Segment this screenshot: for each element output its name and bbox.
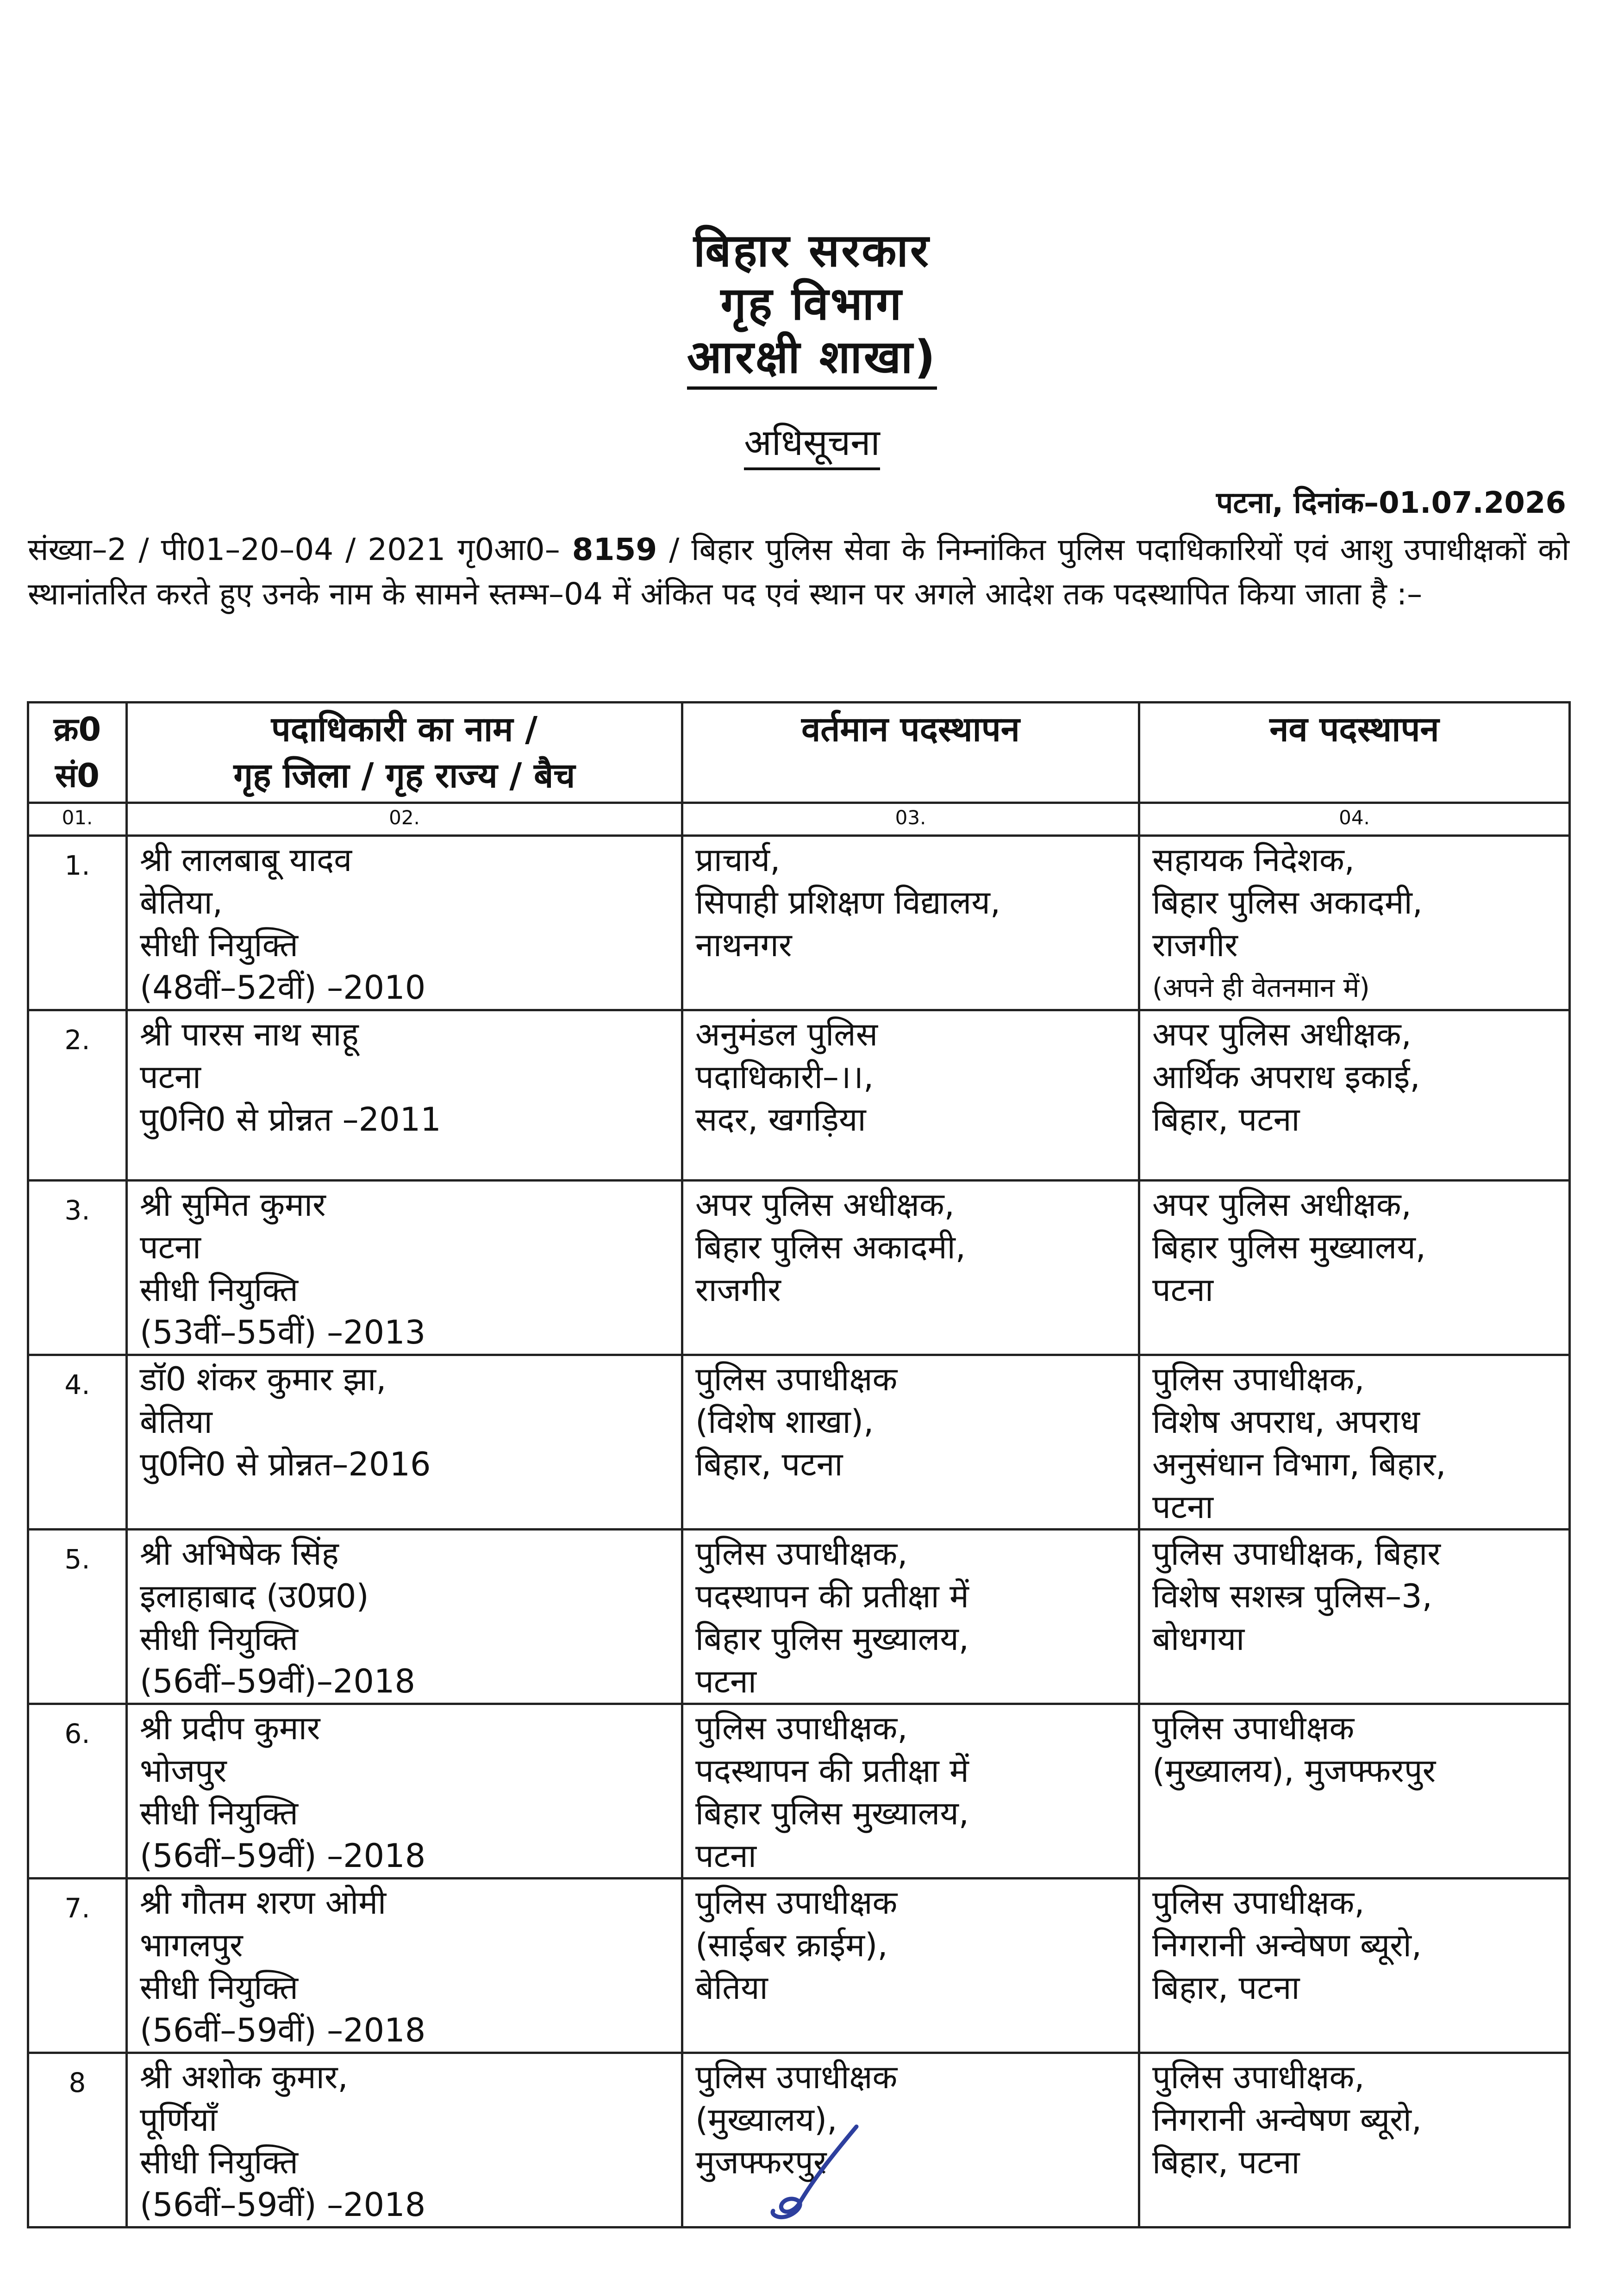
column-number: 03. (682, 803, 1139, 836)
officer-line: पटना (140, 1228, 201, 1266)
new-posting-line: अनुसंधान विभाग, बिहार, (1152, 1445, 1446, 1483)
officer-line: (56वीं–59वीं)–2018 (140, 1662, 416, 1700)
new-posting-line: बिहार पुलिस मुख्यालय, (1152, 1228, 1426, 1266)
new-posting-line: बिहार, पटना (1152, 1101, 1300, 1139)
column-number: 02. (127, 803, 682, 836)
column-number: 01. (28, 803, 127, 836)
table-row (28, 1879, 1570, 2053)
header-name-line: गृह जिला / गृह राज्य / बैच (233, 756, 575, 796)
order-number: 8159 (572, 532, 657, 567)
signature-mark (759, 2122, 870, 2224)
officer-line: श्री सुमित कुमार (140, 1186, 326, 1224)
officer-line: सीधी नियुक्ति (140, 926, 299, 964)
officer-line: पु0नि0 से प्रोन्नत–2016 (140, 1445, 431, 1483)
header-serial-line: सं0 (55, 757, 100, 795)
notification-title-text: अधिसूचना (744, 422, 880, 470)
current-posting-line: पदाधिकारी–।।, (695, 1058, 874, 1096)
officer-line: श्री लालबाबू यादव (140, 841, 352, 879)
officer-line: श्री अभिषेक सिंह (140, 1535, 339, 1573)
new-posting-line: आर्थिक अपराध इकाई, (1152, 1058, 1420, 1096)
column-number-row (28, 803, 1570, 836)
current-posting-line: बिहार पुलिस अकादमी, (695, 1228, 966, 1266)
officer-line: श्री अशोक कुमार, (140, 2058, 348, 2096)
table-row (28, 1355, 1570, 1530)
officer-line: पु0नि0 से प्रोन्नत –2011 (140, 1101, 441, 1139)
new-posting-line: पुलिस उपाधीक्षक, बिहार (1152, 1535, 1441, 1573)
officer-line: श्री प्रदीप कुमार (140, 1709, 320, 1747)
cell-serial: 5. (28, 1530, 127, 1704)
current-posting-line: पुलिस उपाधीक्षक, (695, 1535, 908, 1573)
officer-line: सीधी नियुक्ति (140, 1969, 299, 2007)
officer-line: सीधी नियुक्ति (140, 1620, 299, 1658)
current-posting-line: बिहार, पटना (695, 1445, 843, 1483)
new-posting-line: राजगीर (1152, 926, 1238, 964)
current-posting-line: मुजफ्फरपुर (695, 2143, 827, 2181)
current-posting-line: (विशेष शाखा), (695, 1403, 874, 1441)
current-posting-line: (मुख्यालय), (695, 2101, 837, 2139)
dateline: पटना, दिनांक–01.07.2026 (1216, 486, 1566, 520)
cell-serial: 1. (28, 836, 127, 1010)
cell-current-posting (682, 2053, 1139, 2228)
cell-current-posting (682, 1530, 1139, 1704)
current-posting-line: प्राचार्य, (695, 841, 781, 879)
officer-line: डॉ0 शंकर कुमार झा, (140, 1360, 387, 1398)
new-posting-line: पुलिस उपाधीक्षक, (1152, 1360, 1365, 1398)
officer-line: सीधी नियुक्ति (140, 1271, 299, 1309)
officer-line: श्री गौतम शरण ओमी (140, 1884, 387, 1922)
cell-new-posting (1139, 836, 1570, 1010)
header-current-posting: वर्तमान पदस्थापन (682, 703, 1139, 803)
new-posting-line: पुलिस उपाधीक्षक, (1152, 2058, 1365, 2096)
current-posting-line: अपर पुलिस अधीक्षक, (695, 1186, 955, 1224)
table-row (28, 1530, 1570, 1704)
posting-table (27, 701, 1571, 2228)
new-posting-line: बिहार, पटना (1152, 2143, 1300, 2181)
pay-scale-note: (अपने ही वेतनमान में) (1152, 972, 1370, 1003)
cell-current-posting (682, 836, 1139, 1010)
cell-serial: 3. (28, 1181, 127, 1355)
header-serial-line: क्र0 (53, 710, 101, 748)
cell-new-posting (1139, 1355, 1570, 1530)
table-header-row (28, 703, 1570, 803)
current-posting-line: सदर, खगड़िया (695, 1101, 866, 1139)
current-posting-line: सिपाही प्रशिक्षण विद्यालय, (695, 884, 1001, 921)
cell-officer (127, 2053, 682, 2228)
officer-line: सीधी नियुक्ति (140, 2143, 299, 2181)
column-number: 04. (1139, 803, 1570, 836)
current-posting-line: पटना (695, 1662, 757, 1700)
officer-line: भागलपुर (140, 1926, 243, 1964)
cell-officer (127, 1704, 682, 1879)
current-posting-line: पुलिस उपाधीक्षक (695, 2058, 898, 2096)
cell-officer (127, 1181, 682, 1355)
officer-line: (53वीं–55वीं) –2013 (140, 1313, 426, 1351)
cell-serial: 8 (28, 2053, 127, 2228)
current-posting-line: नाथनगर (695, 926, 792, 964)
officer-line: पटना (140, 1058, 201, 1096)
officer-line: (56वीं–59वीं) –2018 (140, 2186, 426, 2224)
cell-new-posting (1139, 1010, 1570, 1181)
table-row (28, 1181, 1570, 1355)
officer-line: बेतिया, (140, 884, 223, 921)
current-posting-line: बेतिया (695, 1969, 768, 2007)
cell-current-posting (682, 1181, 1139, 1355)
new-posting-line: (मुख्यालय), मुजफ्फरपुर (1152, 1752, 1436, 1790)
officer-line: पूर्णियाँ (140, 2101, 218, 2139)
table-row (28, 1704, 1570, 1879)
current-posting-line: बिहार पुलिस मुख्यालय, (695, 1620, 969, 1658)
current-posting-line: पुलिस उपाधीक्षक, (695, 1709, 908, 1747)
cell-officer (127, 836, 682, 1010)
cell-officer (127, 1879, 682, 2053)
cell-new-posting (1139, 1181, 1570, 1355)
officer-line: श्री पारस नाथ साहू (140, 1015, 359, 1053)
cell-new-posting (1139, 1704, 1570, 1879)
header-line-3-text: आरक्षी शाखा) (687, 331, 937, 390)
cell-current-posting (682, 1879, 1139, 2053)
cell-new-posting (1139, 1530, 1570, 1704)
current-posting-line: राजगीर (695, 1271, 781, 1309)
intro-paragraph (28, 528, 1569, 616)
cell-serial: 7. (28, 1879, 127, 2053)
officer-line: भोजपुर (140, 1752, 227, 1790)
header-name-line: पदाधिकारी का नाम / (271, 709, 538, 749)
cell-serial: 4. (28, 1355, 127, 1530)
new-posting-line: विशेष अपराध, अपराध (1152, 1403, 1420, 1441)
officer-line: (56वीं–59वीं) –2018 (140, 2011, 426, 2049)
cell-serial: 2. (28, 1010, 127, 1181)
new-posting-line: अपर पुलिस अधीक्षक, (1152, 1015, 1412, 1053)
current-posting-line: पटना (695, 1837, 757, 1875)
table-row (28, 836, 1570, 1010)
new-posting-line: पुलिस उपाधीक्षक (1152, 1709, 1355, 1747)
current-posting-line: पदस्थापन की प्रतीक्षा में (695, 1577, 969, 1615)
header-line-3 (0, 324, 1624, 386)
header-officer-name (127, 703, 682, 803)
cell-officer (127, 1010, 682, 1181)
cell-new-posting (1139, 1879, 1570, 2053)
officer-line: सीधी नियुक्ति (140, 1794, 299, 1832)
new-posting-line: पटना (1152, 1271, 1214, 1309)
intro-prefix: संख्या–2 / पी01–20–04 / 2021 गृ0आ0– (28, 532, 572, 567)
officer-line: (56वीं–59वीं) –2018 (140, 1837, 426, 1875)
cell-serial: 6. (28, 1704, 127, 1879)
cell-current-posting (682, 1355, 1139, 1530)
new-posting-line: सहायक निदेशक, (1152, 841, 1355, 879)
officer-line: (48वीं–52वीं) –2010 (140, 969, 426, 1007)
cell-officer (127, 1355, 682, 1530)
new-posting-line: पटना (1152, 1488, 1214, 1526)
cell-current-posting (682, 1704, 1139, 1879)
officer-line: इलाहाबाद (उ0प्र0) (140, 1577, 369, 1615)
header-line-2: गृह विभाग (720, 278, 904, 330)
cell-officer (127, 1530, 682, 1704)
notification-title (0, 417, 1624, 466)
current-posting-line: बिहार पुलिस मुख्यालय, (695, 1794, 969, 1832)
cell-current-posting (682, 1010, 1139, 1181)
current-posting-line: पदस्थापन की प्रतीक्षा में (695, 1752, 969, 1790)
new-posting-line: बिहार पुलिस अकादमी, (1152, 884, 1423, 921)
header-serial-no (28, 703, 127, 803)
current-posting-line: पुलिस उपाधीक्षक (695, 1360, 898, 1398)
cell-new-posting (1139, 2053, 1570, 2228)
new-posting-line: बोधगया (1152, 1620, 1245, 1658)
current-posting-line: (साईबर क्राईम), (695, 1926, 888, 1964)
new-posting-line: पुलिस उपाधीक्षक, (1152, 1884, 1365, 1922)
new-posting-line: निगरानी अन्वेषण ब्यूरो, (1152, 2101, 1422, 2139)
intro-suffix: / बिहार पुलिस सेवा के निम्नांकित पुलिस पदाधिकारियों एवं आशु उपाधीक्षकों को स्थानांतरित करते हुए उनके नाम के सामने स्तम्भ–04 में अंकित पद एवं स्थान पर अगले आदेश तक पदस्थापित किया जाता है :– (28, 532, 1569, 612)
officer-line: बेतिया (140, 1403, 212, 1441)
current-posting-line: पुलिस उपाधीक्षक (695, 1884, 898, 1922)
header-new-posting: नव पदस्थापन (1139, 703, 1570, 803)
new-posting-line: अपर पुलिस अधीक्षक, (1152, 1186, 1412, 1224)
new-posting-line: विशेष सशस्त्र पुलिस–3, (1152, 1577, 1432, 1615)
current-posting-line: अनुमंडल पुलिस (695, 1015, 878, 1053)
new-posting-line: बिहार, पटना (1152, 1969, 1300, 2007)
table-row (28, 1010, 1570, 1181)
header-line-1: बिहार सरकार (693, 224, 931, 277)
new-posting-line: निगरानी अन्वेषण ब्यूरो, (1152, 1926, 1422, 1964)
